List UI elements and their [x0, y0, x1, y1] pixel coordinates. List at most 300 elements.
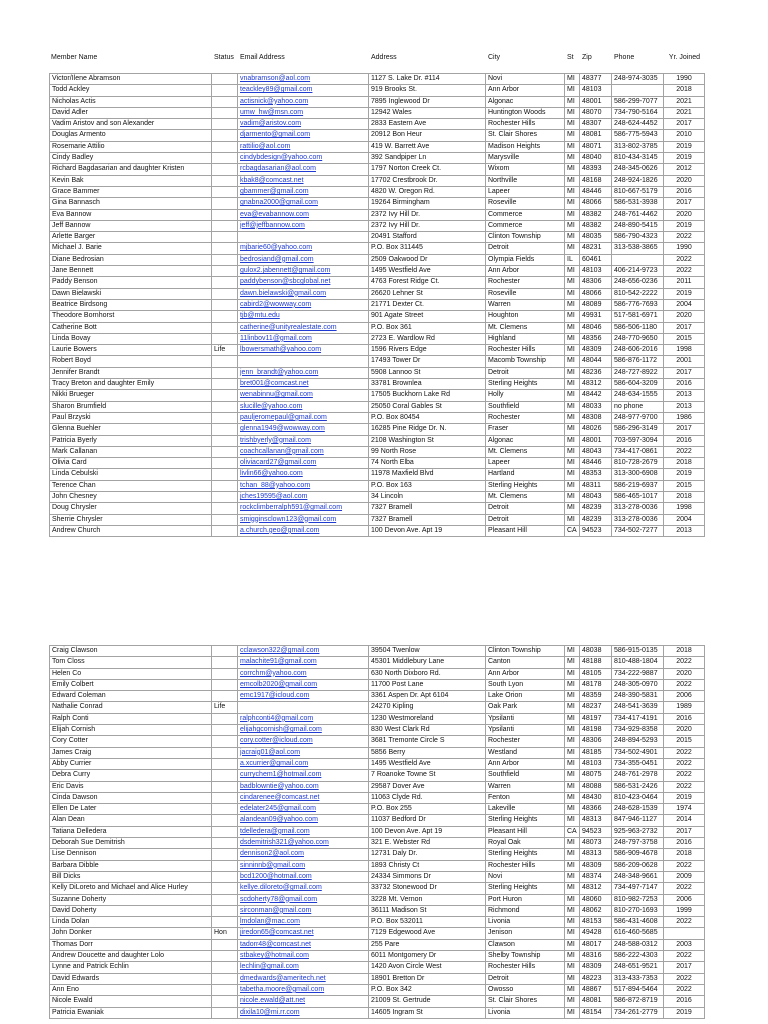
address-cell: 4763 Forest Ridge Ct.	[369, 277, 486, 288]
email-link[interactable]: emcolb2020@gmail.com	[240, 680, 318, 688]
address-cell: 7327 Bramell	[369, 503, 486, 514]
year-joined-cell: 2006	[664, 895, 705, 906]
phone-cell: 586-506-1180	[612, 323, 664, 334]
email-cell	[238, 515, 369, 526]
city-cell: Highland	[486, 334, 565, 345]
email-link[interactable]: gnabna2000@gmail.com	[240, 199, 318, 207]
state-cell: MI	[565, 108, 580, 119]
city-cell: Olympia Fields	[486, 255, 565, 266]
email-link[interactable]: malachite91@gmail.com	[240, 658, 317, 666]
member-row	[50, 277, 705, 288]
status-cell	[212, 680, 238, 691]
status-cell	[212, 390, 238, 401]
member-name-cell: Dawn Bielawski	[50, 289, 212, 300]
address-cell: 34 Lincoln	[369, 492, 486, 503]
email-link[interactable]: djarmento@gmail.com	[240, 131, 311, 139]
email-cell	[238, 872, 369, 883]
email-link[interactable]: bedrosiand@gmail.com	[240, 255, 314, 263]
year-joined-cell: 2004	[664, 300, 705, 311]
city-cell: Sterling Heights	[486, 815, 565, 826]
phone-cell: 248-890-5415	[612, 221, 664, 232]
address-cell: 45301 Middlebury Lane	[369, 657, 486, 668]
phone-cell: 248-606-2016	[612, 345, 664, 356]
email-cell	[238, 928, 369, 939]
member-row	[50, 164, 705, 175]
email-link[interactable]: elijahgcornish@gmail.com	[240, 726, 322, 734]
phone-cell: 248-761-2978	[612, 770, 664, 781]
email-link[interactable]: kbak8@comcast.net	[240, 176, 304, 184]
email-cell	[238, 300, 369, 311]
member-name-cell: Vadim Aristov and son Alexander	[50, 119, 212, 130]
state-cell: MI	[565, 390, 580, 401]
email-link[interactable]: vnabramson@aol.com	[240, 75, 311, 82]
email-link[interactable]: 11linbov11@gmail.com	[240, 334, 312, 342]
phone-cell: 248-924-1826	[612, 176, 664, 187]
email-link[interactable]: rockclimberralph591@gmail.com	[240, 504, 343, 512]
status-cell	[212, 266, 238, 277]
year-joined-cell: 2022	[664, 861, 705, 872]
state-cell: MI	[565, 436, 580, 447]
column-header-state: St	[567, 54, 574, 61]
member-row	[50, 142, 705, 153]
city-cell: Detroit	[486, 503, 565, 514]
year-joined-cell: 2020	[664, 311, 705, 322]
phone-cell: 847-946-1127	[612, 815, 664, 826]
zip-cell: 48382	[580, 221, 612, 232]
status-cell	[212, 153, 238, 164]
city-cell: Madison Heights	[486, 142, 565, 153]
zip-cell: 48035	[580, 232, 612, 243]
email-link[interactable]: sirconman@gmail.com	[240, 906, 312, 914]
state-cell: MI	[565, 74, 580, 85]
city-cell: Owosso	[486, 985, 565, 996]
phone-cell: 810-423-0464	[612, 793, 664, 804]
year-joined-cell: 2022	[664, 782, 705, 793]
year-joined-cell: 2018	[664, 849, 705, 860]
member-row	[50, 187, 705, 198]
email-cell	[238, 458, 369, 469]
year-joined-cell: 2022	[664, 657, 705, 668]
state-cell: MI	[565, 996, 580, 1007]
phone-cell: 248-770-9650	[612, 334, 664, 345]
email-cell	[238, 940, 369, 951]
zip-cell: 48306	[580, 736, 612, 747]
email-link[interactable]: rattilio@aol.com	[240, 142, 291, 150]
state-cell: MI	[565, 153, 580, 164]
member-row	[50, 714, 705, 725]
email-link[interactable]: corrchm@yahoo.com	[240, 669, 307, 677]
member-name-cell: Debra Curry	[50, 770, 212, 781]
state-cell: MI	[565, 368, 580, 379]
member-name-cell: Richard Bagdasarian and daughter Kristen	[50, 164, 212, 175]
member-row	[50, 289, 705, 300]
member-row	[50, 458, 705, 469]
address-cell: 11700 Post Lane	[369, 680, 486, 691]
member-row	[50, 334, 705, 345]
year-joined-cell: 1998	[664, 503, 705, 514]
zip-cell: 48103	[580, 266, 612, 277]
status-cell	[212, 782, 238, 793]
email-link[interactable]: cabird2@wowway.com	[240, 300, 312, 308]
state-cell: MI	[565, 119, 580, 130]
phone-cell	[612, 85, 664, 96]
state-cell: MI	[565, 928, 580, 939]
state-cell: MI	[565, 323, 580, 334]
address-cell: P.O. Box 80454	[369, 413, 486, 424]
status-cell	[212, 119, 238, 130]
city-cell: Fraser	[486, 424, 565, 435]
member-name-cell: Michael J. Barie	[50, 243, 212, 254]
member-row	[50, 436, 705, 447]
member-name-cell: Rosemarie Attilio	[50, 142, 212, 153]
year-joined-cell: 2018	[664, 492, 705, 503]
zip-cell: 49931	[580, 311, 612, 322]
status-cell	[212, 142, 238, 153]
zip-cell: 48073	[580, 838, 612, 849]
member-name-cell: Diane Bedrosian	[50, 255, 212, 266]
email-cell	[238, 492, 369, 503]
state-cell: MI	[565, 861, 580, 872]
email-link[interactable]: lmdolan@mac.com	[240, 918, 301, 926]
email-link[interactable]: gbammer@gmail.com	[240, 187, 309, 195]
email-link[interactable]: teackley89@gmail.com	[240, 86, 313, 94]
phone-cell: 586-219-6937	[612, 481, 664, 492]
email-link[interactable]: umw_hw@msn.com	[240, 108, 304, 116]
member-row	[50, 311, 705, 322]
address-cell: 1127 S. Lake Dr. #114	[369, 74, 486, 85]
zip-cell: 48312	[580, 379, 612, 390]
state-cell: MI	[565, 940, 580, 951]
phone-cell: 313-278-0036	[612, 515, 664, 526]
year-joined-cell: 2004	[664, 515, 705, 526]
email-link[interactable]: paddybenson@sbcglobal.net	[240, 278, 331, 286]
member-row	[50, 492, 705, 503]
status-cell	[212, 962, 238, 973]
email-cell	[238, 469, 369, 480]
email-cell	[238, 770, 369, 781]
zip-cell: 94523	[580, 526, 612, 537]
email-link[interactable]: jenn_brandt@yahoo.com	[240, 368, 319, 376]
address-cell: 3361 Aspen Dr. Apt 6104	[369, 691, 486, 702]
city-cell: Rochester Hills	[486, 119, 565, 130]
state-cell: MI	[565, 906, 580, 917]
city-cell: Southfield	[486, 770, 565, 781]
city-cell: Wixom	[486, 164, 565, 175]
state-cell: MI	[565, 883, 580, 894]
member-row	[50, 702, 705, 713]
email-link[interactable]: tdelledera@gmail.com	[240, 827, 310, 835]
status-cell	[212, 815, 238, 826]
email-link[interactable]: bcd1200@hotmail.com	[240, 872, 312, 880]
email-cell	[238, 221, 369, 232]
zip-cell: 48066	[580, 289, 612, 300]
state-cell: MI	[565, 243, 580, 254]
member-row	[50, 232, 705, 243]
address-cell: 33732 Stonewood Dr	[369, 883, 486, 894]
email-link[interactable]: a.xcurrier@gmail.com	[240, 759, 309, 767]
email-link[interactable]: dsdemitrish321@yahoo.com	[240, 839, 329, 847]
zip-cell: 48026	[580, 424, 612, 435]
email-link[interactable]: a.church.geo@gmail.com	[240, 526, 320, 534]
email-link[interactable]: lechlin@gmail.com	[240, 963, 299, 971]
email-cell	[238, 379, 369, 390]
email-link[interactable]: stbakey@hotmail.com	[240, 952, 309, 960]
email-link[interactable]: wenabinnu@gmail.com	[240, 391, 313, 399]
year-joined-cell	[664, 928, 705, 939]
zip-cell: 48060	[580, 895, 612, 906]
city-cell: Hartland	[486, 469, 565, 480]
phone-cell: 248-348-9661	[612, 872, 664, 883]
year-joined-cell: 2020	[664, 176, 705, 187]
email-link[interactable]: dennison2@aol.com	[240, 850, 304, 858]
email-link[interactable]: jiredon65@comcast.net	[240, 929, 314, 937]
zip-cell: 48239	[580, 515, 612, 526]
email-link[interactable]: scdoherty78@gmail.com	[240, 895, 318, 903]
status-cell	[212, 940, 238, 951]
member-name-cell: Abby Currier	[50, 759, 212, 770]
email-link[interactable]: tadorr48@comcast.net	[240, 940, 311, 948]
state-cell: MI	[565, 345, 580, 356]
member-name-cell: Lynne and Patrick Echlin	[50, 962, 212, 973]
status-cell	[212, 861, 238, 872]
email-link[interactable]: mjbarie60@yahoo.com	[240, 244, 313, 252]
member-name-cell: David Edwards	[50, 974, 212, 985]
year-joined-cell: 2001	[664, 356, 705, 367]
year-joined-cell: 1990	[664, 74, 705, 85]
phone-cell: 586-876-1172	[612, 356, 664, 367]
status-cell	[212, 436, 238, 447]
address-cell: 24270 Kipling	[369, 702, 486, 713]
year-joined-cell: 2017	[664, 424, 705, 435]
state-cell: MI	[565, 232, 580, 243]
phone-cell: 248-305-0970	[612, 680, 664, 691]
email-link[interactable]: emc1917@icloud.com	[240, 692, 310, 700]
status-cell	[212, 895, 238, 906]
member-name-cell: Laurie Bowers	[50, 345, 212, 356]
email-link[interactable]: cclawson322@gmail.com	[240, 647, 320, 654]
email-link[interactable]: badblowntie@yahoo.com	[240, 782, 319, 790]
year-joined-cell: 2019	[664, 1008, 705, 1019]
email-link[interactable]: jches19595@aol.com	[240, 492, 308, 500]
address-cell: 19264 Birmingham	[369, 198, 486, 209]
zip-cell: 48103	[580, 85, 612, 96]
status-cell	[212, 277, 238, 288]
email-cell	[238, 736, 369, 747]
member-name-cell: Deborah Sue Demitrish	[50, 838, 212, 849]
phone-cell: 248-541-3639	[612, 702, 664, 713]
email-cell	[238, 277, 369, 288]
state-cell: MI	[565, 680, 580, 691]
city-cell: Warren	[486, 300, 565, 311]
column-header-address: Address	[371, 54, 397, 61]
email-link[interactable]: slucille@yahoo.com	[240, 402, 303, 410]
email-link[interactable]: livlin66@yahoo.com	[240, 470, 303, 478]
year-joined-cell: 2013	[664, 526, 705, 537]
year-joined-cell: 2006	[664, 691, 705, 702]
city-cell: Commerce	[486, 210, 565, 221]
status-cell	[212, 243, 238, 254]
state-cell: MI	[565, 289, 580, 300]
email-link[interactable]: cory.cotter@icloud.com	[240, 737, 313, 745]
phone-cell: 517-894-5464	[612, 985, 664, 996]
state-cell: MI	[565, 424, 580, 435]
city-cell: Rochester Hills	[486, 345, 565, 356]
member-name-cell: Linda Cebulski	[50, 469, 212, 480]
status-cell	[212, 447, 238, 458]
email-link[interactable]: cindybdesign@yahoo.com	[240, 154, 323, 162]
email-link[interactable]: tchan_88@yahoo.com	[240, 481, 311, 489]
city-cell: Roseville	[486, 289, 565, 300]
zip-cell: 48185	[580, 748, 612, 759]
zip-cell: 48313	[580, 815, 612, 826]
state-cell: MI	[565, 702, 580, 713]
address-cell: 7327 Bramell	[369, 515, 486, 526]
email-link[interactable]: gulox2.jabennett@gmail.com	[240, 267, 331, 275]
email-cell	[238, 130, 369, 141]
email-cell	[238, 198, 369, 209]
member-row	[50, 940, 705, 951]
zip-cell: 48103	[580, 759, 612, 770]
status-cell	[212, 669, 238, 680]
member-row	[50, 345, 705, 356]
member-name-cell: Paul Brzyski	[50, 413, 212, 424]
phone-cell: 406-214-9723	[612, 266, 664, 277]
email-link[interactable]: dawn.bielawski@gmail.com	[240, 289, 327, 297]
member-name-cell: Barbara Dibble	[50, 861, 212, 872]
email-link[interactable]: coachcallanan@gmail.com	[240, 447, 324, 455]
year-joined-cell: 2015	[664, 481, 705, 492]
email-link[interactable]: tjb@mtu.edu	[240, 312, 280, 320]
phone-cell: 313-433-7353	[612, 974, 664, 985]
email-link[interactable]: trishbyerly@gmail.com	[240, 436, 311, 444]
address-cell: 630 North Dixboro Rd.	[369, 669, 486, 680]
member-name-cell: Helen Co	[50, 669, 212, 680]
email-link[interactable]: catherine@unityrealestate.com	[240, 323, 337, 331]
member-name-cell: Cinda Dawson	[50, 793, 212, 804]
email-link[interactable]: kellye.diloreto@gmail.com	[240, 884, 322, 892]
zip-cell: 48307	[580, 119, 612, 130]
email-link[interactable]: dmedwards@ameritech.net	[240, 974, 326, 982]
email-link[interactable]: rcbagdasarian@aol.com	[240, 165, 316, 173]
city-cell: Detroit	[486, 368, 565, 379]
state-cell: MI	[565, 849, 580, 860]
status-cell	[212, 691, 238, 702]
email-link[interactable]: jeff@jeffbannow.com	[240, 221, 305, 229]
zip-cell: 48153	[580, 917, 612, 928]
email-link[interactable]: tabetha.moore@gmail.com	[240, 985, 325, 993]
city-cell: Pleasant Hill	[486, 526, 565, 537]
email-cell	[238, 962, 369, 973]
email-link[interactable]: nicole.ewald@att.net	[240, 997, 306, 1005]
state-cell: MI	[565, 266, 580, 277]
email-link[interactable]: jacraig01@aol.com	[240, 748, 301, 756]
member-name-cell: Beatrice Birdsong	[50, 300, 212, 311]
email-link[interactable]: eva@evabannow.com	[240, 210, 309, 218]
member-name-cell: Kelly DiLoreto and Michael and Alice Hurley	[50, 883, 212, 894]
address-cell: 11037 Bedford Dr	[369, 815, 486, 826]
year-joined-cell: 2020	[664, 725, 705, 736]
member-row	[50, 210, 705, 221]
status-cell	[212, 759, 238, 770]
phone-cell: 248-977-9700	[612, 413, 664, 424]
city-cell: Commerce	[486, 221, 565, 232]
member-name-cell: Glenna Buehler	[50, 424, 212, 435]
email-link[interactable]: edelater245@gmail.com	[240, 805, 316, 813]
status-cell: Hon	[212, 928, 238, 939]
status-cell	[212, 526, 238, 537]
email-link[interactable]: alandean09@yahoo.com	[240, 816, 318, 824]
member-row	[50, 962, 705, 973]
status-cell	[212, 838, 238, 849]
address-cell: P.O. Box 311445	[369, 243, 486, 254]
zip-cell: 48038	[580, 646, 612, 657]
member-name-cell: Cindy Badley	[50, 153, 212, 164]
email-link[interactable]: lbowersmath@yahoo.com	[240, 346, 322, 354]
state-cell: MI	[565, 492, 580, 503]
status-cell	[212, 74, 238, 85]
phone-cell: 734-222-9887	[612, 669, 664, 680]
member-name-cell: Jane Bennett	[50, 266, 212, 277]
zip-cell: 48070	[580, 108, 612, 119]
phone-cell: 586-299-7077	[612, 97, 664, 108]
zip-cell: 48071	[580, 142, 612, 153]
year-joined-cell: 2022	[664, 748, 705, 759]
address-cell: 919 Brooks St.	[369, 85, 486, 96]
zip-cell: 48359	[580, 691, 612, 702]
state-cell: MI	[565, 458, 580, 469]
city-cell: Oak Park	[486, 702, 565, 713]
state-cell: MI	[565, 402, 580, 413]
state-cell: MI	[565, 164, 580, 175]
email-link[interactable]: sinninnb@gmail.com	[240, 861, 306, 869]
member-name-cell: Terence Chan	[50, 481, 212, 492]
email-link[interactable]: bret001@comcast.net	[240, 380, 309, 388]
member-row	[50, 402, 705, 413]
member-name-cell: Lise Dennison	[50, 849, 212, 860]
email-link[interactable]: glenna1949@wowway.com	[240, 425, 325, 433]
zip-cell: 48308	[580, 413, 612, 424]
email-link[interactable]: dixila10@mi.rr.com	[240, 1008, 300, 1016]
state-cell: CA	[565, 827, 580, 838]
member-name-cell: Catherine Bott	[50, 323, 212, 334]
state-cell: MI	[565, 469, 580, 480]
phone-cell: 313-802-3785	[612, 142, 664, 153]
status-cell	[212, 323, 238, 334]
member-name-cell: Arlette Barger	[50, 232, 212, 243]
phone-cell: 810-270-1693	[612, 906, 664, 917]
year-joined-cell: 2017	[664, 368, 705, 379]
email-link[interactable]: actisnick@yahoo.com	[240, 97, 309, 105]
year-joined-cell: 2010	[664, 130, 705, 141]
status-cell	[212, 85, 238, 96]
column-header-row	[49, 52, 705, 64]
email-cell	[238, 503, 369, 514]
city-cell: Sterling Heights	[486, 379, 565, 390]
zip-cell: 48062	[580, 906, 612, 917]
email-link[interactable]: ralphconti4@gmail.com	[240, 714, 314, 722]
email-link[interactable]: pauljeromepaul@gmail.com	[240, 413, 327, 421]
member-name-cell: Eric Davis	[50, 782, 212, 793]
email-link[interactable]: currychem1@hotmail.com	[240, 771, 322, 779]
status-cell	[212, 311, 238, 322]
email-link[interactable]: vadim@aristov.com	[240, 120, 302, 128]
email-link[interactable]: cindarenee@comcast.net	[240, 793, 320, 801]
email-link[interactable]: oliviacard27@gmail.com	[240, 459, 317, 467]
email-link[interactable]: smigginsclown123@gmail.com	[240, 515, 337, 523]
zip-cell: 48306	[580, 277, 612, 288]
address-cell: 1495 Westfield Ave	[369, 759, 486, 770]
zip-cell: 48001	[580, 97, 612, 108]
